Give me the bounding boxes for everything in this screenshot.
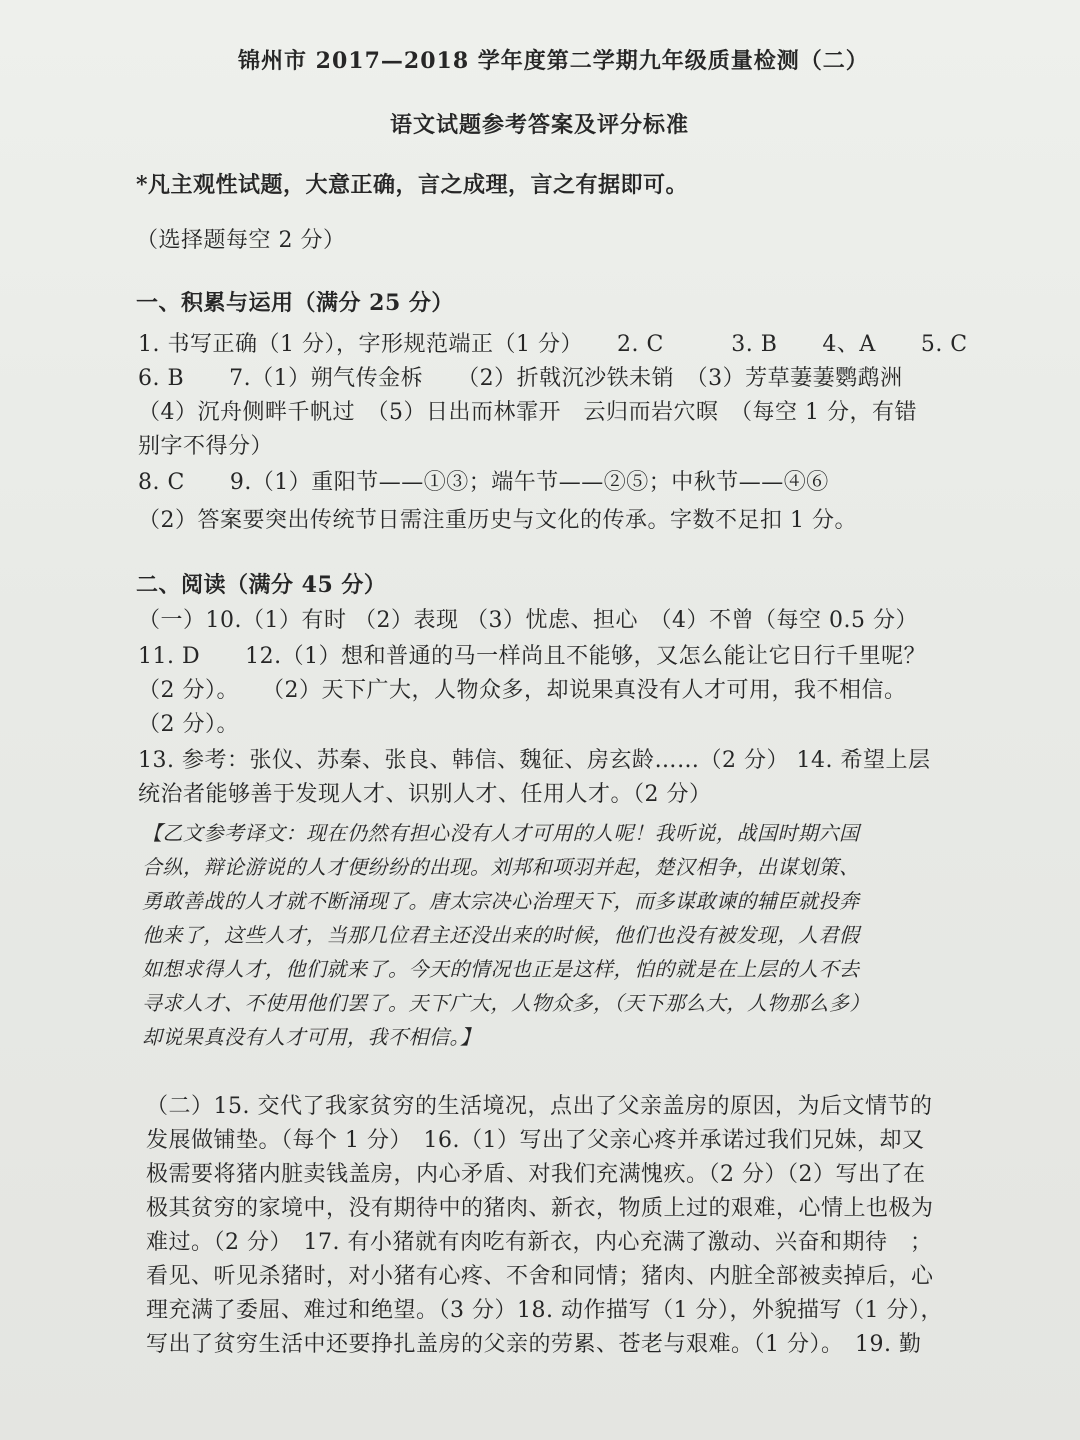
translation-line: 如想求得人才，他们就来了。今天的情况也正是这样，怕的就是在上层的人不去	[142, 957, 860, 981]
answer-line: 发展做铺垫。（每个 1 分） 16.（1）写出了父亲心疼并承诺过我们兄妹，却又	[146, 1128, 925, 1153]
answer-line: 11. D 12.（1）想和普通的马一样尚且不能够，又怎么能让它日行千里呢？	[138, 644, 927, 669]
answer-line: （2 分）。 （2）天下广大，人物众多，却说果真没有人才可用，我不相信。	[138, 678, 907, 703]
choice-question-note: （选择题每空 2 分）	[136, 228, 346, 253]
section-heading-1: 一、积累与运用（满分 25 分）	[136, 290, 454, 316]
translation-line: 寻求人才、不使用他们罢了。天下广大，人物众多，（天下那么大，人物那么多）	[142, 991, 870, 1015]
section-heading-2: 二、阅读（满分 45 分）	[136, 572, 387, 598]
answer-line: 13. 参考：张仪、苏秦、张良、韩信、魏征、房玄龄……（2 分） 14. 希望上层	[138, 748, 931, 773]
answer-line: （一）10.（1）有时 （2）表现 （3）忧虑、担心 （4）不曾（每空 0.5 分）	[138, 608, 918, 633]
answer-line: （二）15. 交代了我家贫穷的生活境况，点出了父亲盖房的原因，为后文情节的	[146, 1094, 933, 1119]
answer-line: 看见、听见杀猪时，对小猪有心疼、不舍和同情；猪肉、内脏全部被卖掉后，心	[146, 1264, 934, 1289]
translation-line: 【乙文参考译文：现在仍然有担心没有人才可用的人呢！我听说，战国时期六国	[142, 821, 860, 845]
translation-line: 勇敢善战的人才就不断涌现了。唐太宗决心治理天下，而多谋敢谏的辅臣就投奔	[142, 889, 860, 913]
answer-line: 8. C 9.（1）重阳节——①③；端午节——②⑤；中秋节——④⑥	[138, 470, 829, 495]
answer-line: 别字不得分）	[138, 434, 274, 459]
translation-line: 合纵，辩论游说的人才便纷纷的出现。刘邦和项羽并起，楚汉相争，出谋划策、	[142, 855, 860, 879]
answer-line: 极其贫穷的家境中，没有期待中的猪肉、新衣，物质上过的艰难，心情上也极为	[146, 1196, 934, 1221]
answer-line: （2 分）。	[138, 712, 239, 737]
general-grading-note: *凡主观性试题，大意正确，言之成理，言之有据即可。	[136, 172, 689, 198]
translation-line: 却说果真没有人才可用，我不相信。】	[142, 1025, 481, 1049]
page-title: 锦州市 2017—2018 学年度第二学期九年级质量检测（二）	[238, 48, 869, 74]
answer-line: 理充满了委屈、难过和绝望。（3 分）18. 动作描写（1 分），外貌描写（1 分），	[146, 1298, 943, 1323]
translation-line: 他来了，这些人才，当那几位君主还没出来的时候，他们也没有被发现，人君假	[142, 923, 860, 947]
answer-line: （2）答案要突出传统节日需注重历史与文化的传承。字数不足扣 1 分。	[138, 508, 857, 533]
answer-line: 1. 书写正确（1 分），字形规范端正（1 分） 2. C 3. B 4、A 5. C	[138, 332, 968, 357]
answer-line: 统治者能够善于发现人才、识别人才、任用人才。（2 分）	[138, 782, 712, 807]
answer-line: 极需要将猪内脏卖钱盖房，内心矛盾、对我们充满愧疚。（2 分）（2）写出了在	[146, 1162, 926, 1187]
answer-line: （4）沉舟侧畔千帆过 （5）日出而林霏开 云归而岩穴暝 （每空 1 分，有错	[138, 400, 917, 425]
answer-line: 难过。（2 分） 17. 有小猪就有肉吃有新衣，内心充满了激动、兴奋和期待 ；	[146, 1230, 933, 1255]
page-subtitle: 语文试题参考答案及评分标准	[390, 112, 690, 138]
answer-line: 6. B 7.（1）朔气传金柝 （2）折戟沉沙铁未销 （3）芳草萋萋鹦鹉洲	[138, 366, 903, 391]
answer-line: 写出了贫穷生活中还要挣扎盖房的父亲的劳累、苍老与艰难。（1 分）。 19. 勤	[146, 1332, 922, 1357]
